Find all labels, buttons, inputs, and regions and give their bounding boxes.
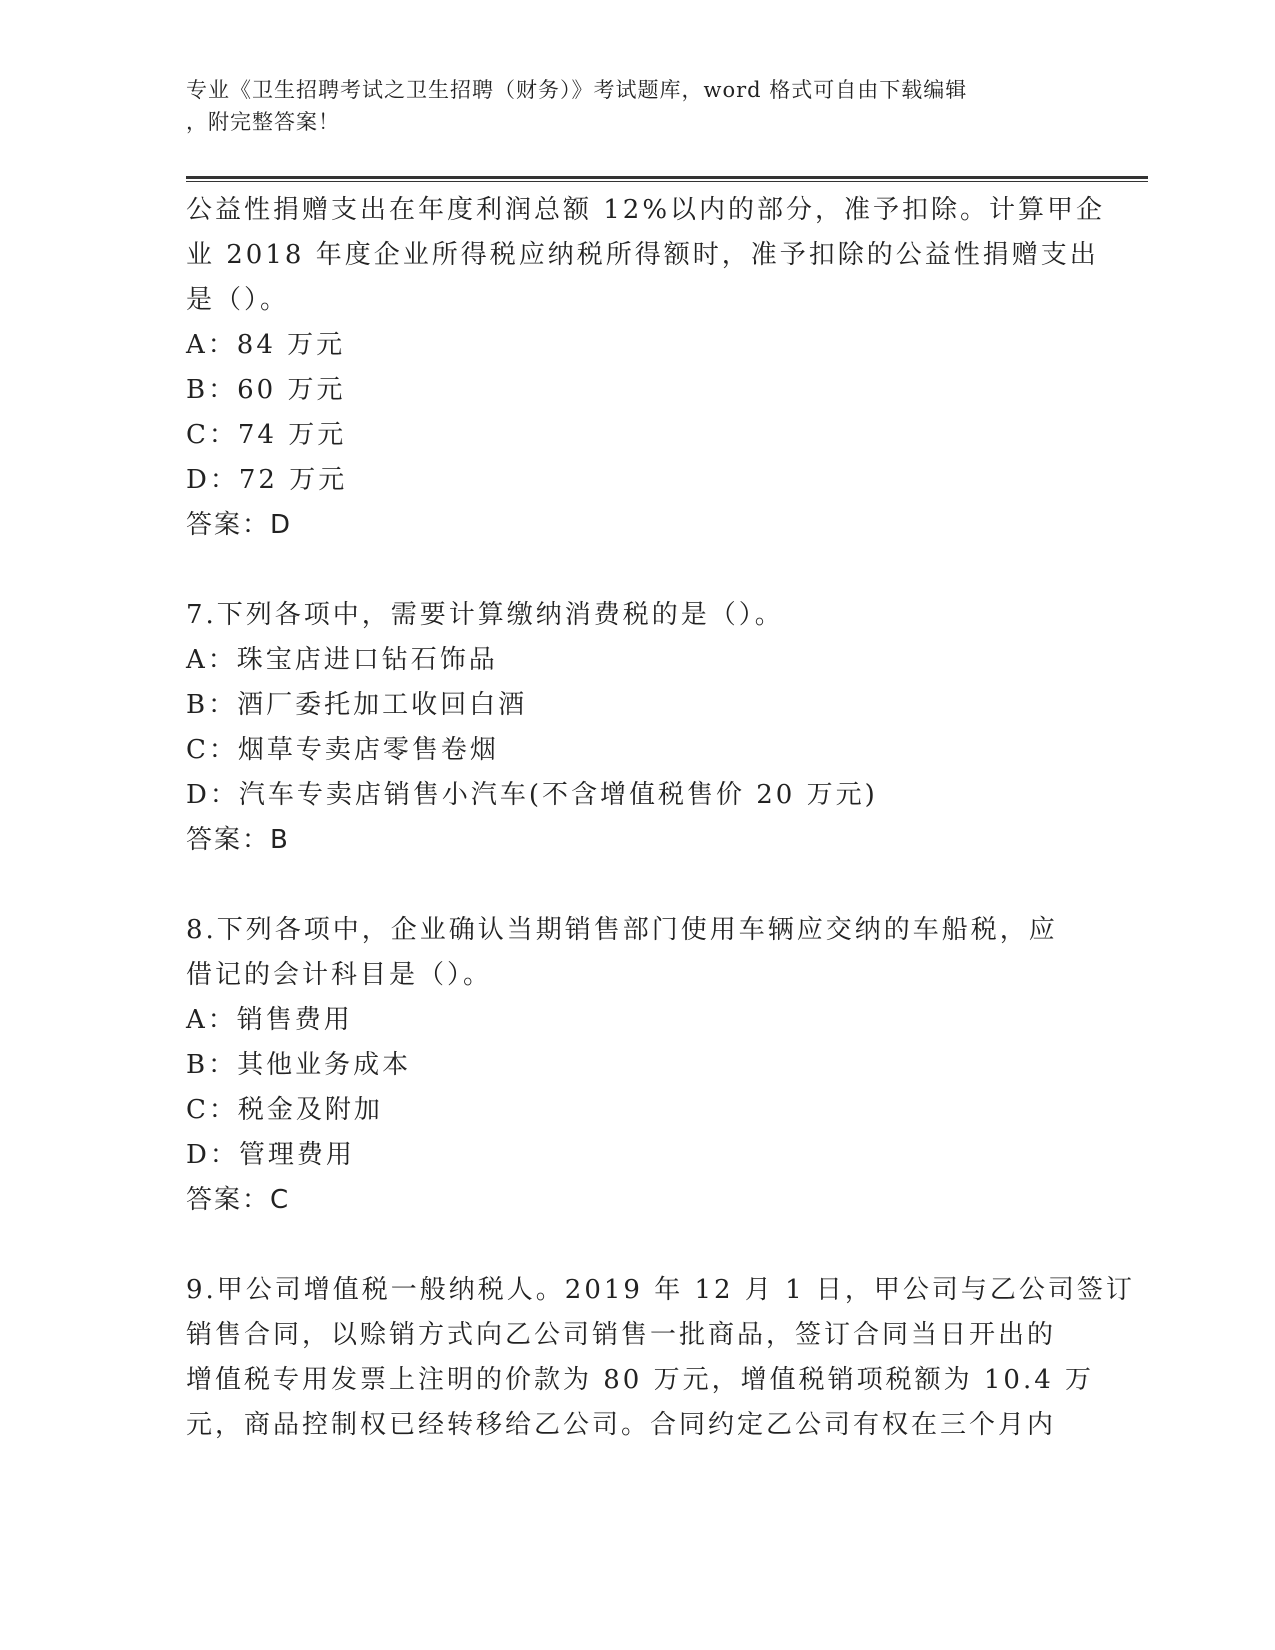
question-9 [186,1268,1135,1448]
option-a: A：珠宝店进口钻石饰品 [186,645,498,675]
header-rule-thin [186,181,1148,182]
header-line-2: ，附完整答案！ [186,110,340,134]
header-rule-thick [186,176,1148,179]
question-text-line: 9.甲公司增值税一般纳税人。2019 年 12 月 1 日，甲公司与乙公司签订 [186,1275,1135,1305]
option-b: B：60 万元 [186,375,346,405]
option-c: C：烟草专卖店零售卷烟 [186,735,499,765]
question-text-line: 元，商品控制权已经转移给乙公司。合同约定乙公司有权在三个月内 [186,1410,1057,1440]
question-8 [186,908,1086,1223]
option-a: A：销售费用 [186,1005,353,1035]
option-b: B：酒厂委托加工收回白酒 [186,690,528,720]
question-text-line: 业 2018 年度企业所得税应纳税所得额时，准予扣除的公益性捐赠支出 [186,240,1099,270]
question-7 [186,593,1086,863]
document-header [186,74,1066,138]
option-c: C：税金及附加 [186,1095,383,1125]
answer: 答案：B [186,825,290,855]
question-text-line: 销售合同，以赊销方式向乙公司销售一批商品，签订合同当日开出的 [186,1320,1057,1350]
answer: 答案：D [186,510,293,540]
spacer [186,1223,1086,1268]
option-d: D：管理费用 [186,1140,355,1170]
question-text-line: 7.下列各项中，需要计算缴纳消费税的是（）。 [186,600,784,630]
question-text-line: 增值税专用发票上注明的价款为 80 万元，增值税销项税额为 10.4 万 [186,1365,1095,1395]
header-line-1: 专业《卫生招聘考试之卫生招聘（财务）》考试题库，word 格式可自由下载编辑 [186,78,968,102]
option-c: C：74 万元 [186,420,347,450]
spacer [186,548,1086,593]
option-a: A：84 万元 [186,330,346,360]
question-text-line: 借记的会计科目是（）。 [186,960,493,990]
question-text-line: 8.下列各项中，企业确认当期销售部门使用车辆应交纳的车船税，应 [186,915,1058,945]
question-text-line: 是（）。 [186,285,290,315]
question-text-line: 公益性捐赠支出在年度利润总额 12%以内的部分，准予扣除。计算甲企 [186,195,1106,225]
answer: 答案：C [186,1185,291,1215]
question-6 [186,188,1106,548]
spacer [186,863,1086,908]
document-body [186,188,1135,1448]
option-d: D：汽车专卖店销售小汽车(不含增值税售价 20 万元) [186,780,878,810]
option-b: B：其他业务成本 [186,1050,412,1080]
option-d: D：72 万元 [186,465,348,495]
